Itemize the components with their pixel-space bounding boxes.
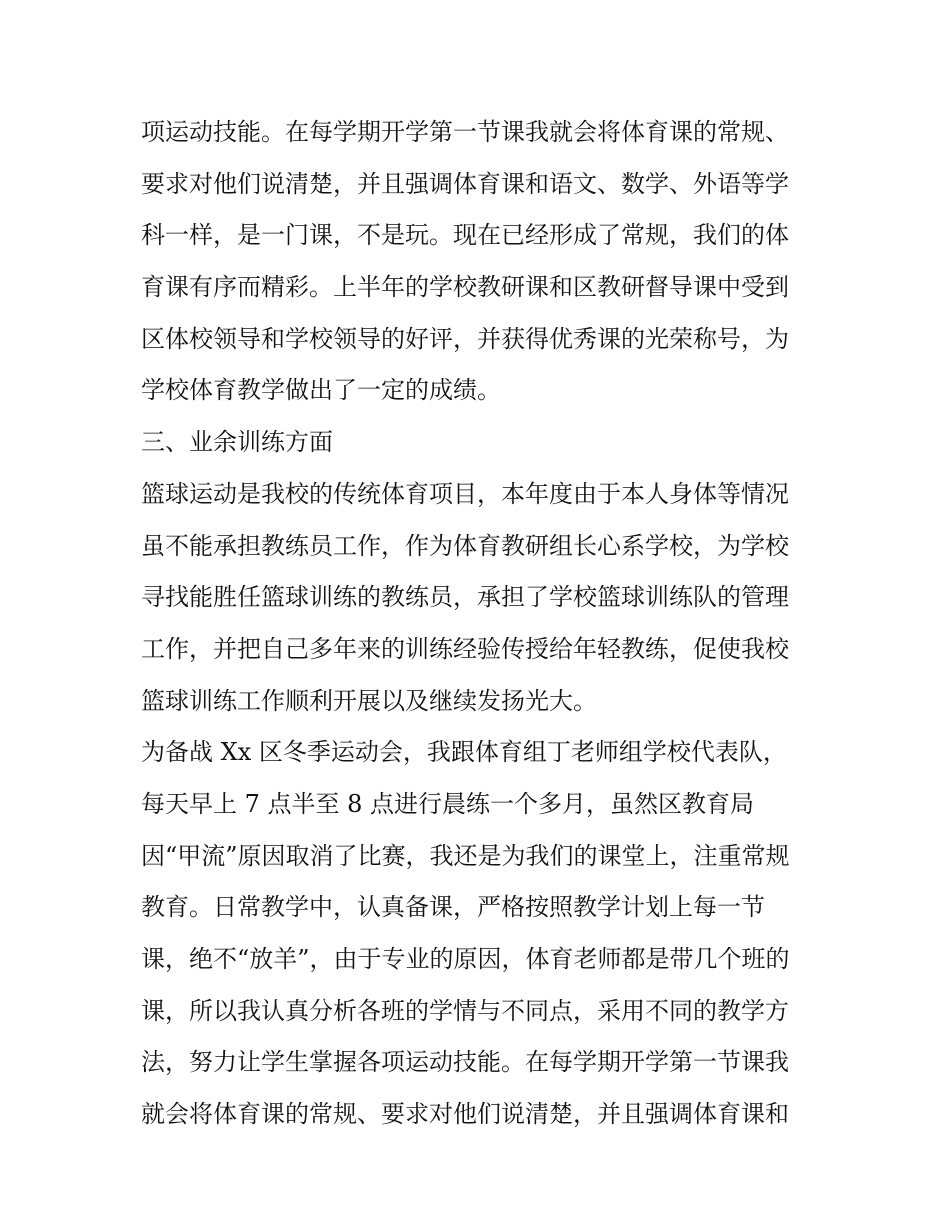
text-line: 要求对他们说清楚，并且强调体育课和语文、数学、外语等学 [141, 169, 789, 198]
text-line: 每天早上 7 点半至 8 点进行晨练一个多月，虽然区教育局 [141, 789, 755, 818]
text-line: 育课有序而精彩。上半年的学校教研课和区教研督导课中受到 [141, 273, 789, 302]
text-line: 篮球训练工作顺利开展以及继续发扬光大。 [141, 686, 597, 715]
text-line: 课，绝不“放羊”，由于专业的原因，体育老师都是带几个班的 [141, 945, 790, 973]
text-line: 篮球运动是我校的传统体育项目，本年度由于本人身体等情况 [141, 479, 789, 508]
text-line: 教育。日常教学中，认真备课，严格按照教学计划上每一节 [141, 893, 765, 922]
document-body [141, 107, 821, 1141]
section-heading: 三、业余训练方面 [141, 428, 333, 457]
text-line: 就会将体育课的常规、要求对他们说清楚，并且强调体育课和 [141, 1100, 789, 1129]
text-line: 工作，并把自己多年来的训练经验传授给年轻教练，促使我校 [141, 634, 789, 663]
text-line: 因“甲流”原因取消了比赛，我还是为我们的课堂上，注重常规 [141, 841, 790, 870]
text-line: 课，所以我认真分析各班的学情与不同点，采用不同的教学方 [141, 996, 789, 1025]
text-line: 法，努力让学生掌握各项运动技能。在每学期开学第一节课我 [141, 1048, 789, 1077]
text-line: 虽不能承担教练员工作，作为体育教研组长心系学校，为学校 [141, 531, 789, 560]
text-line: 项运动技能。在每学期开学第一节课我就会将体育课的常规、 [141, 118, 789, 146]
text-line: 寻找能胜任篮球训练的教练员，承担了学校篮球训练队的管理 [141, 583, 789, 612]
text-line: 区体校领导和学校领导的好评，并获得优秀课的光荣称号，为 [141, 324, 789, 353]
text-line: 学校体育教学做出了一定的成绩。 [141, 376, 501, 405]
text-line: 科一样，是一门课，不是玩。现在已经形成了常规，我们的体 [141, 221, 789, 250]
text-line: 为备战 Xx 区冬季运动会，我跟体育组丁老师组学校代表队， [141, 738, 787, 767]
